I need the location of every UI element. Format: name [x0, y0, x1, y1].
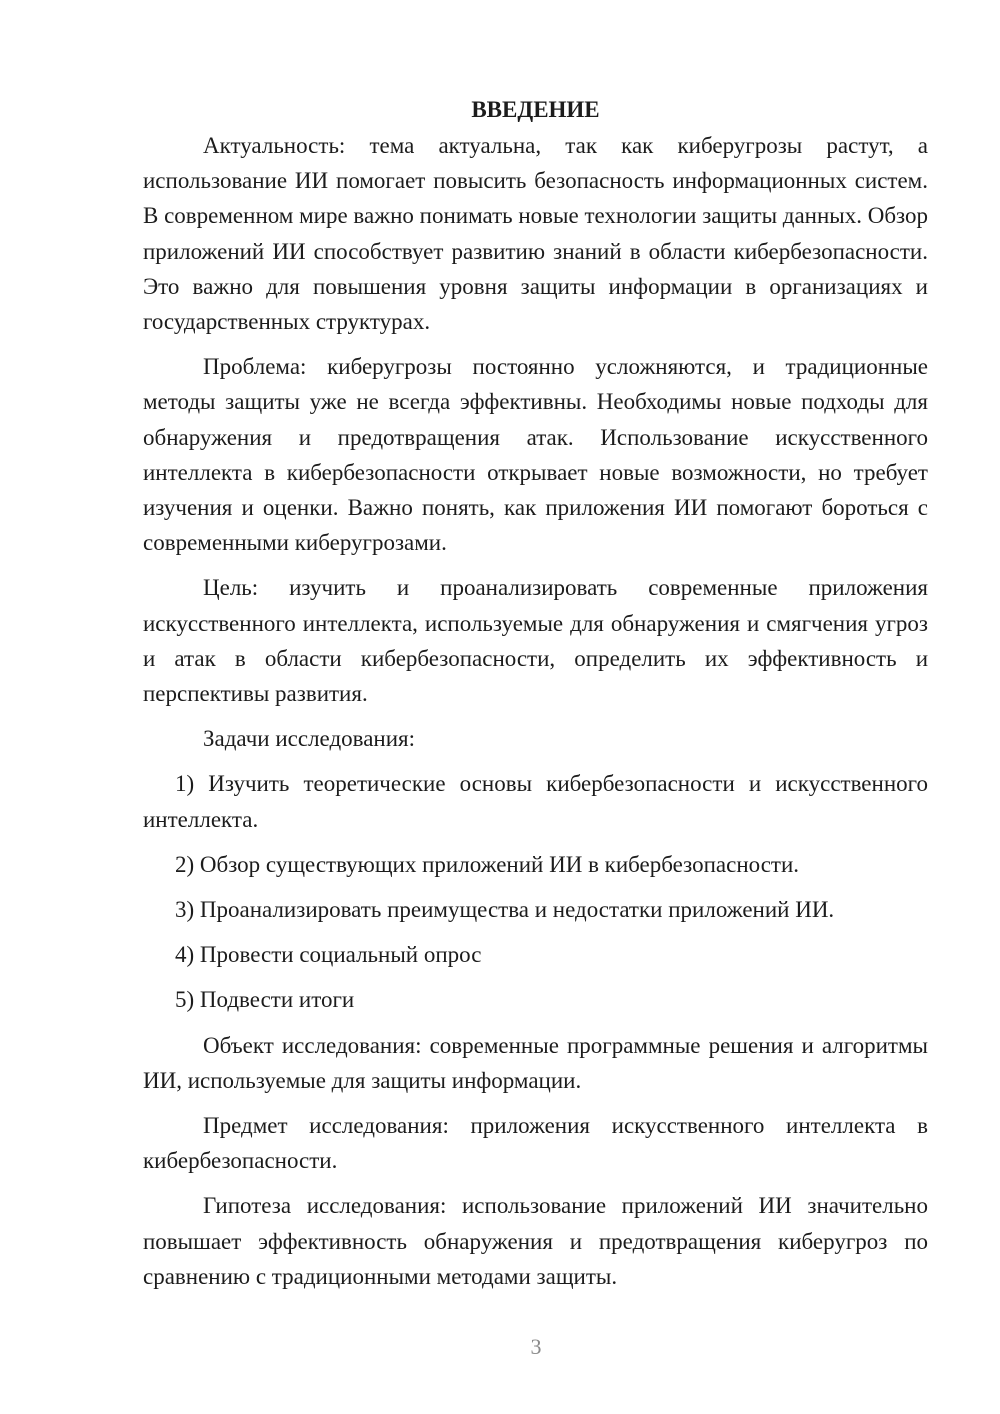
- section-heading: ВВЕДЕНИЕ: [471, 97, 600, 122]
- goal-paragraph: Цель: изучить и проанализировать современные приложения искусственного интеллекта, используемые для обнаружения и смягчения угроз и атак в области кибербезопасности, определить их эффективность и перспективы развития.: [143, 575, 928, 707]
- problem-paragraph: Проблема: киберугрозы постоянно усложняются, и традиционные методы защиты уже не всегда эффективны. Необходимы новые подходы для обнаружения и предотвращения атак. Использование искусственного интеллекта в кибербезопасности открывает новые возможности, но требует изучения и оценки. Важно понять, как приложения ИИ помогают бороться с современными киберугрозами.: [143, 354, 928, 556]
- tasks-list: [143, 766, 928, 1017]
- tasks-intro: Задачи исследования:: [203, 726, 416, 752]
- hypothesis-paragraph: Гипотеза исследования: использование приложений ИИ значительно повышает эффективность обнаружения и предотвращения киберугроз по сравнению с традиционными методами защиты.: [143, 1193, 928, 1289]
- task-item-1: 1) Изучить теоретические основы кибербезопасности и искусственного интеллекта.: [143, 771, 928, 832]
- research-object-paragraph: Объект исследования: современные программные решения и алгоритмы ИИ, используемые для защиты информации.: [143, 1032, 928, 1093]
- page-number: 3: [530, 1334, 542, 1359]
- relevance-paragraph: Актуальность: тема актуальна, так как киберугрозы растут, а использование ИИ помогает повысить безопасность информационных систем. В современном мире важно понимать новые технологии защиты данных. Обзор приложений ИИ способствует развитию знаний в области кибербезопасности. Это важно для повышения уровня защиты информации в организациях и государственных структурах.: [143, 133, 929, 335]
- task-item-4: 4) Провести социальный опрос: [175, 942, 482, 968]
- document-page: [143, 92, 928, 1304]
- task-item-2: 2) Обзор существующих приложений ИИ в кибербезопасности.: [175, 851, 800, 877]
- task-item-5: 5) Подвести итоги: [175, 987, 355, 1013]
- task-item-3: 3) Проанализировать преимущества и недостатки приложений ИИ.: [175, 897, 835, 923]
- research-subject-paragraph: Предмет исследования: приложения искусственного интеллекта в кибербезопасности.: [143, 1113, 928, 1174]
